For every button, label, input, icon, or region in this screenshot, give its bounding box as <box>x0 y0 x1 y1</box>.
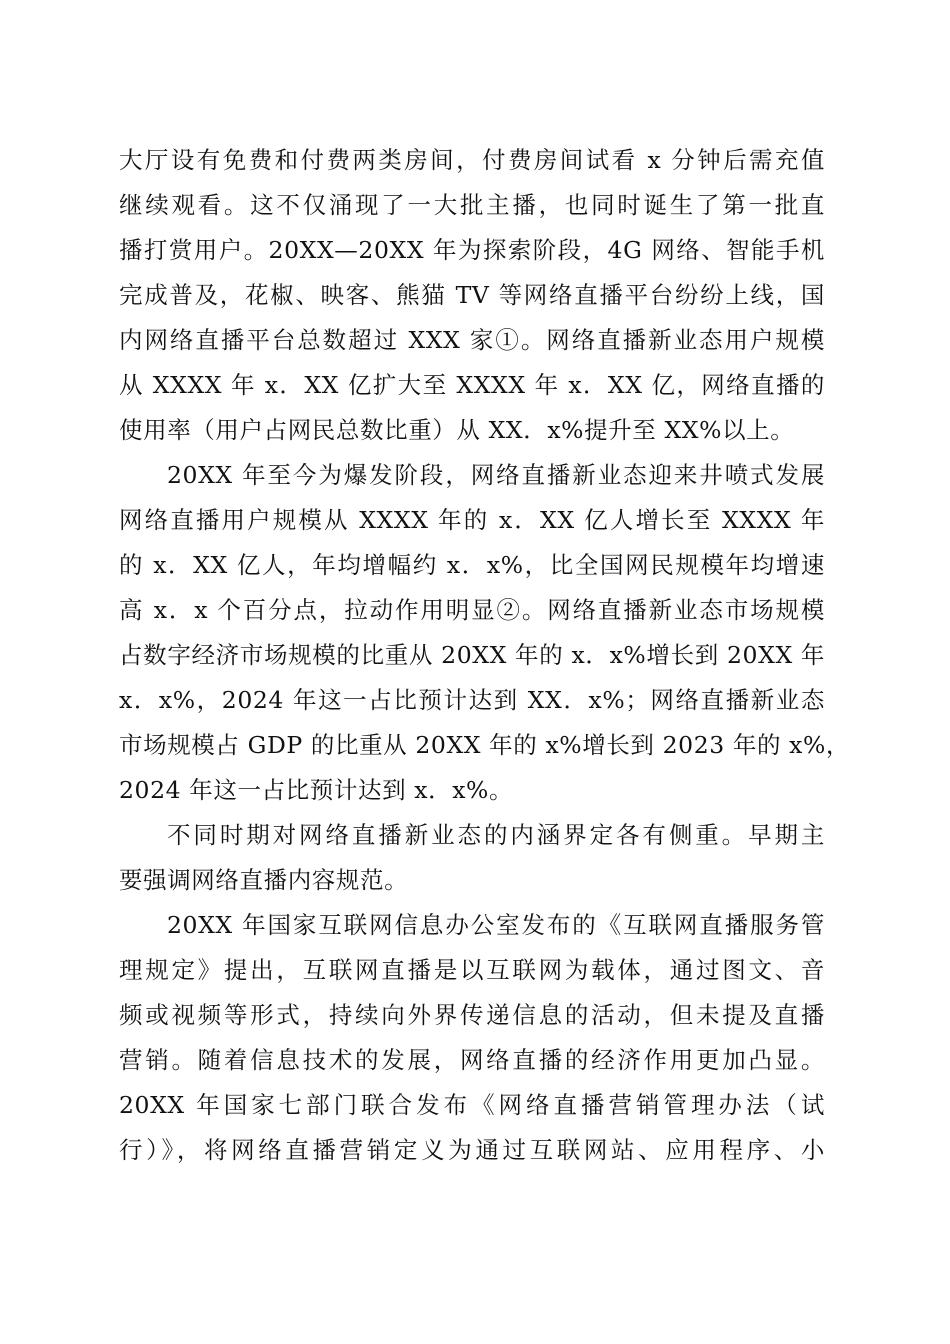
text-line: 继续观看。这不仅涌现了一大批主播，也同时诞生了第一批直 <box>119 191 825 219</box>
text-line: 营销。随着信息技术的发展，网络直播的经济作用更加凸显。 <box>119 1046 825 1074</box>
text-line: 播打赏用户。20XX—20XX 年为探索阶段，4G 网络、智能手机 <box>119 236 825 264</box>
text-line: 市场规模占 GDP 的比重从 20XX 年的 x%增长到 2023 年的 x%， <box>119 731 851 759</box>
text-line: 频或视频等形式，持续向外界传递信息的活动，但未提及直播 <box>119 1001 825 1029</box>
text-line: 理规定》提出，互联网直播是以互联网为载体，通过图文、音 <box>119 956 825 984</box>
text-line: 行）》，将网络直播营销定义为通过互联网站、应用程序、小 <box>119 1136 825 1164</box>
paragraph-first-line: 20XX 年国家互联网信息办公室发布的《互联网直播服务管 <box>167 911 825 939</box>
body-text <box>119 138 851 1173</box>
text-line: 使用率（用户占网民总数比重）从 XX．x%提升至 XX%以上。 <box>119 416 795 444</box>
paragraph-first-line: 不同时期对网络直播新业态的内涵界定各有侧重。早期主 <box>167 821 825 849</box>
text-line: 20XX 年国家七部门联合发布《网络直播营销管理办法（试 <box>119 1091 825 1119</box>
text-line: 高 x．x 个百分点，拉动作用明显②。网络直播新业态市场规模 <box>119 596 825 624</box>
text-line: 完成普及，花椒、映客、熊猫 TV 等网络直播平台纷纷上线，国 <box>119 281 825 309</box>
text-line: 内网络直播平台总数超过 XXX 家①。网络直播新业态用户规模 <box>119 326 825 354</box>
text-line: 从 XXXX 年 x．XX 亿扩大至 XXXX 年 x．XX 亿，网络直播的 <box>119 371 825 399</box>
text-line: 要强调网络直播内容规范。 <box>119 866 409 894</box>
paragraph-first-line: 20XX 年至今为爆发阶段，网络直播新业态迎来井喷式发展 <box>167 461 825 489</box>
text-line: x．x%，2024 年这一占比预计达到 XX．x%；网络直播新业态 <box>119 686 825 714</box>
text-line: 大厅设有免费和付费两类房间，付费房间试看 x 分钟后需充值 <box>119 146 825 174</box>
text-line: 的 x．XX 亿人，年均增幅约 x．x%，比全国网民规模年均增速 <box>119 551 825 579</box>
text-line: 网络直播用户规模从 XXXX 年的 x．XX 亿人增长至 XXXX 年 <box>119 506 825 534</box>
text-line: 2024 年这一占比预计达到 x．x%。 <box>119 776 514 804</box>
text-line: 占数字经济市场规模的比重从 20XX 年的 x．x%增长到 20XX 年 <box>119 641 825 669</box>
